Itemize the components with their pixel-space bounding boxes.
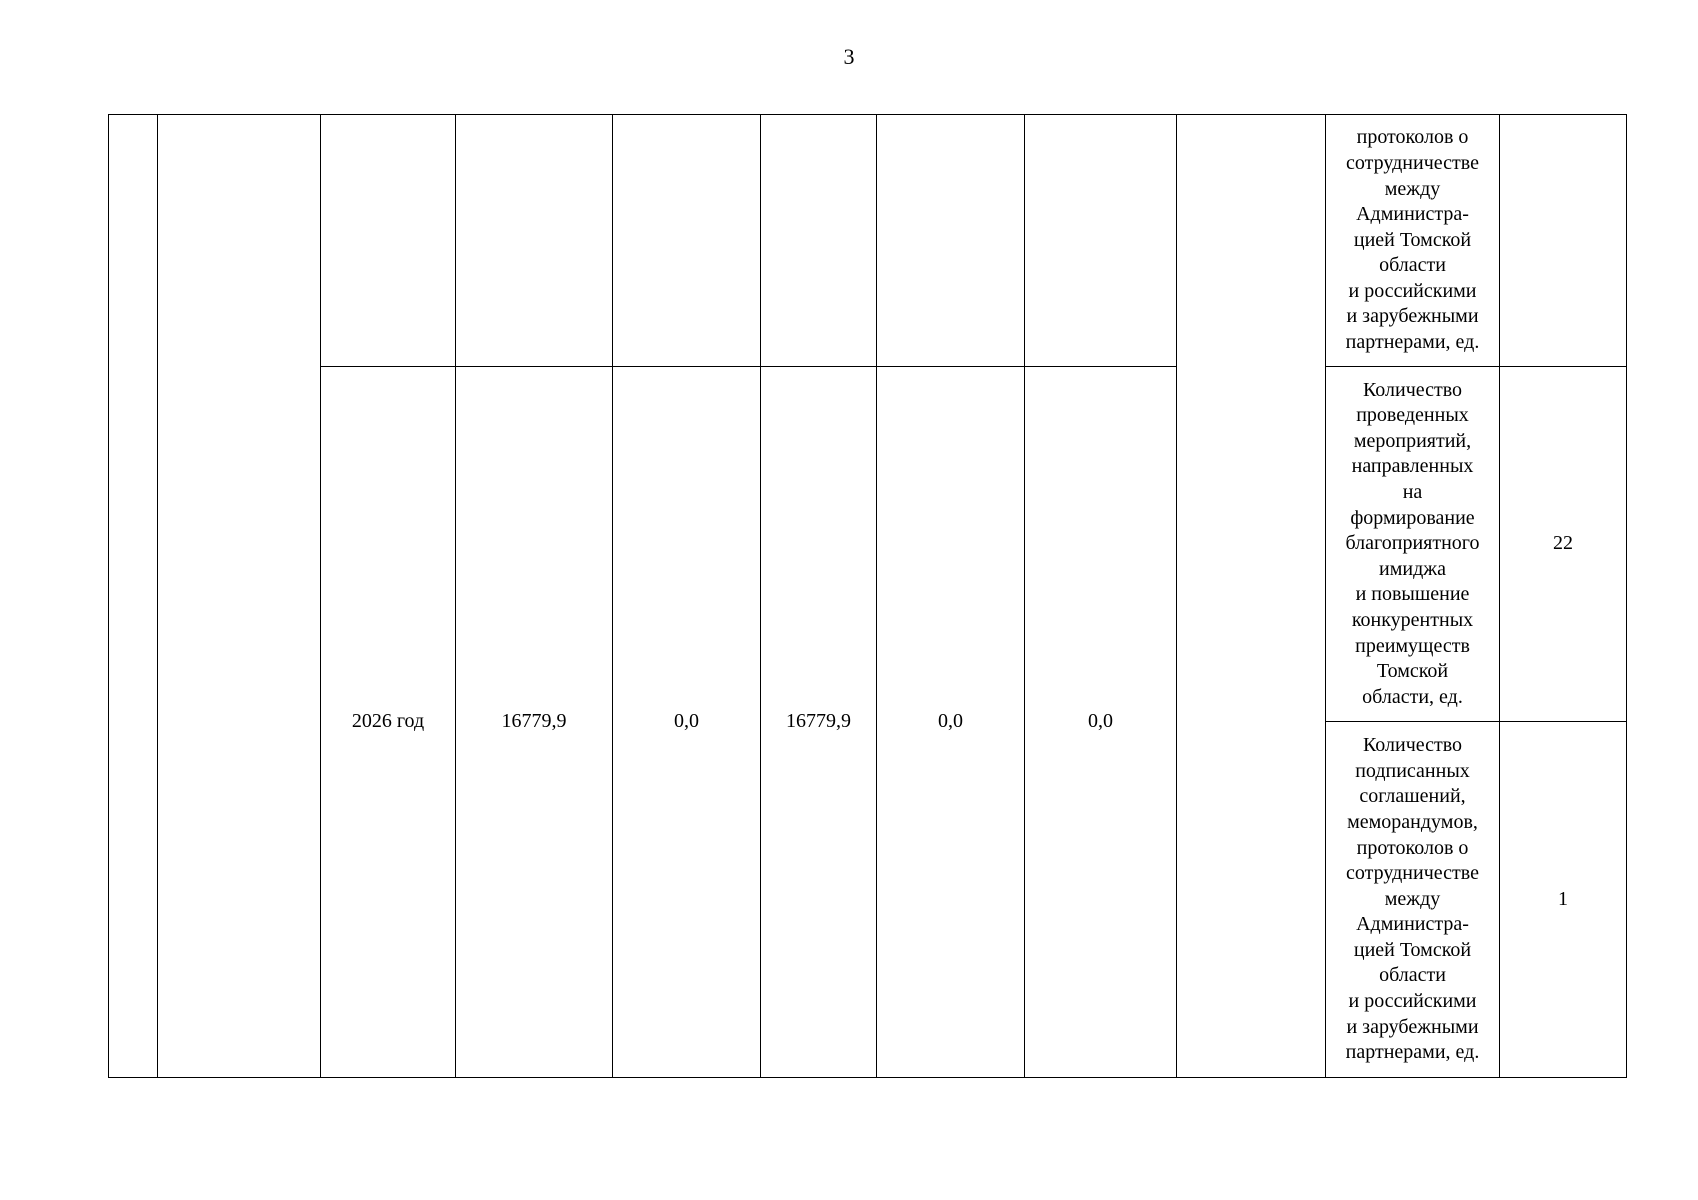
indicator-text: Количество проведенных мероприятий, направленных на формирование благоприятного имиджа и повышение конкурентных преимуществ Томской области, ед. xyxy=(1326,367,1500,722)
cell-local: 0,0 xyxy=(877,367,1025,1078)
cell-other: 0,0 xyxy=(1025,367,1177,1078)
cell-regional: 16779,9 xyxy=(761,367,877,1078)
cell-total: 16779,9 xyxy=(456,367,613,1078)
indicator-value: 22 xyxy=(1500,367,1627,722)
cell-year: 2026 год xyxy=(321,367,456,1078)
cell-total-prev xyxy=(456,115,613,367)
indicator-value: 1 xyxy=(1500,722,1627,1078)
cell-number xyxy=(109,115,158,1078)
cell-year-prev xyxy=(321,115,456,367)
cell-regional-prev xyxy=(761,115,877,367)
page-number: 3 xyxy=(843,44,855,69)
cell-federal: 0,0 xyxy=(613,367,761,1078)
table-row-2026-a xyxy=(109,367,1627,722)
indicator-value-cont xyxy=(1500,115,1627,367)
cell-federal-prev xyxy=(613,115,761,367)
cell-local-prev xyxy=(877,115,1025,367)
cell-executor xyxy=(1177,115,1326,1078)
program-table xyxy=(108,114,1627,1078)
cell-name xyxy=(158,115,321,1078)
indicator-text-cont: протоколов о сотрудничестве между Администра- цией Томской области и российскими и зарубежными партнерами, ед. xyxy=(1326,115,1500,367)
indicator-text: Количество подписанных соглашений, меморандумов, протоколов о сотрудничестве между Администра- цией Томской области и российскими и зарубежными партнерами, ед. xyxy=(1326,722,1500,1078)
table-row-continuation xyxy=(109,115,1627,367)
cell-other-prev xyxy=(1025,115,1177,367)
